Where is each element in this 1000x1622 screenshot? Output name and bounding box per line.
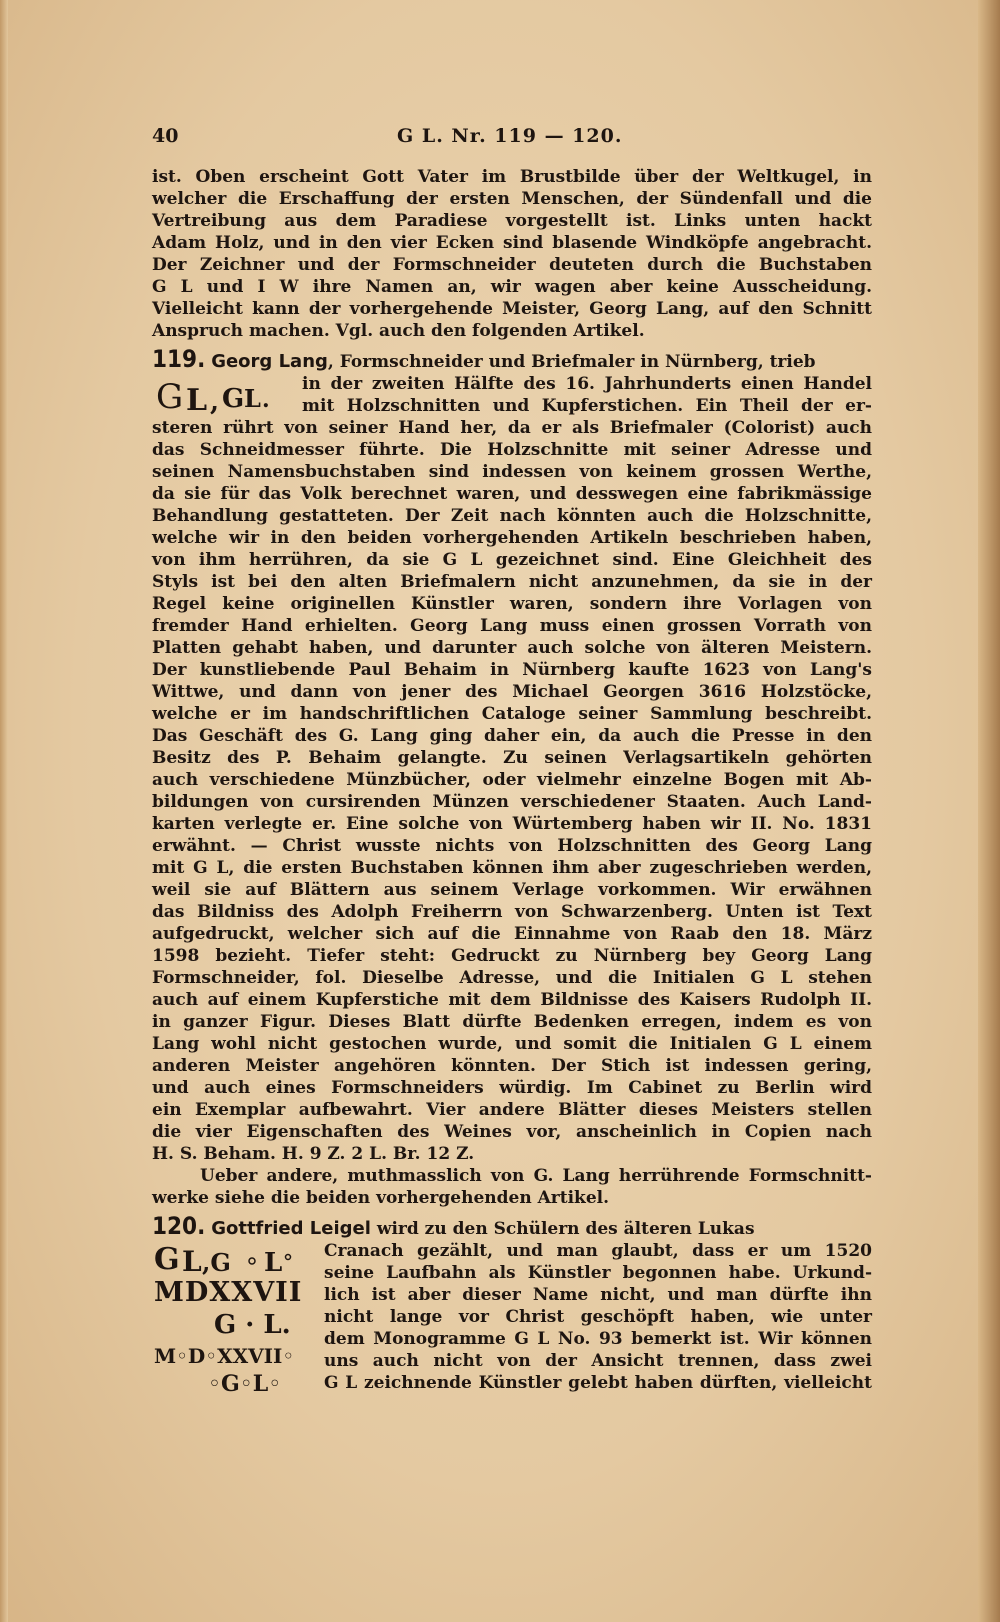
svg-text:G: G	[154, 1242, 180, 1277]
svg-text:,G: ,G	[202, 1248, 231, 1277]
text-line: G L zeichnende Künstler gelebt haben dürften, vielleicht	[324, 1373, 872, 1393]
entry-119-indented-lines	[302, 373, 872, 417]
svg-text:◦G◦L◦: ◦G◦L◦	[208, 1371, 282, 1397]
text-line: mit G L, die ersten Buchstaben können ihm aber zugeschrieben werden,	[152, 858, 872, 878]
page-edge-left	[0, 0, 8, 1622]
text-line: weil sie auf Blättern aus seinem Verlage vorkommen. Wir erwähnen	[152, 880, 872, 900]
entry-120-body	[324, 1240, 872, 1394]
entry-119-heading	[152, 345, 872, 373]
intro-paragraph	[152, 166, 872, 342]
entry-119	[152, 345, 872, 1209]
text-line: bildungen von cursirenden Münzen verschiedener Staaten. Auch Land-	[152, 792, 872, 812]
text-line: H. S. Beham. H. 9 Z. 2 L. Br. 12 Z.	[152, 1144, 475, 1164]
entry-number: 120.	[152, 1212, 206, 1240]
entry-119-closing	[152, 1165, 872, 1209]
running-header	[152, 125, 872, 155]
text-line: Vielleicht kann der vorhergehende Meister, Georg Lang, auf den Schnitt	[152, 299, 872, 319]
svg-text:G · L.: G · L.	[214, 1310, 291, 1340]
text-line: Ueber andere, muthmasslich von G. Lang herrührende Formschnitt-	[200, 1166, 872, 1186]
text-line: Platten gehabt haben, und darunter auch solche von älteren Meistern.	[152, 638, 872, 658]
text-line: Styls ist bei den alten Briefmalern nicht anzunehmen, da sie in der	[152, 572, 872, 592]
entry-heading-rest: , Formschneider und Briefmaler in Nürnberg, trieb	[327, 352, 816, 372]
text-line: steren rührt von seiner Hand her, da er als Briefmaler (Colorist) auch	[152, 418, 872, 438]
entry-number: 119.	[152, 345, 206, 373]
text-line: da sie für das Volk berechnet waren, und desswegen eine fabrikmässige	[152, 484, 872, 504]
text-line: fremder Hand erhielten. Georg Lang muss einen grossen Vorrath von	[152, 616, 872, 636]
text-line: Der Zeichner und der Formschneider deuteten durch die Buchstaben	[152, 255, 872, 275]
text-line: die vier Eigenschaften des Weines vor, anscheinlich in Copien nach	[152, 1122, 872, 1142]
text-line: von ihm herrühren, da sie G L gezeichnet sind. Eine Gleichheit des	[152, 550, 872, 570]
text-line: Anspruch machen. Vgl. auch den folgenden Artikel.	[152, 321, 645, 341]
text-line: Regel keine originellen Künstler waren, sondern ihre Vorlagen von	[152, 594, 872, 614]
running-head: G L. Nr. 119 — 120.	[397, 125, 623, 147]
text-line: werke siehe die beiden vorhergehenden Artikel.	[152, 1188, 610, 1208]
text-line: dem Monogramme G L No. 93 bemerkt ist. Wir können	[324, 1329, 872, 1349]
text-line: seine Laufbahn als Künstler begonnen habe. Urkund-	[324, 1263, 872, 1283]
text-line: Behandlung gestatteten. Der Zeit nach könnten auch die Holzschnitte,	[152, 506, 872, 526]
text-line: welche er im handschriftlichen Cataloge seiner Sammlung beschreibt.	[152, 704, 872, 724]
text-line: lich ist aber dieser Name nicht, und man dürfte ihn	[324, 1285, 872, 1305]
entry-name: Georg Lang	[211, 351, 328, 372]
text-line: karten verlegte er. Eine solche von Würtemberg haben wir II. No. 1831	[152, 814, 872, 834]
text-line: G L und I W ihre Namen an, wir wagen aber keine Ausscheidung.	[152, 277, 872, 297]
entry-name: Gottfried Leigel	[211, 1218, 371, 1239]
svg-text:,: ,	[210, 387, 220, 416]
text-line: ein Exemplar aufbewahrt. Vier andere Blätter dieses Meisters stellen	[152, 1100, 872, 1120]
text-line: uns auch nicht von der Ansicht trennen, dass zwei	[324, 1351, 872, 1371]
entry-120-heading	[152, 1212, 872, 1240]
text-line: das Bildniss des Adolph Freiherrn von Schwarzenberg. Unten ist Text	[152, 902, 872, 922]
text-line: nicht lange vor Christ geschöpft haben, wie unter	[324, 1307, 872, 1327]
page-number: 40	[152, 125, 179, 147]
text-line: Das Geschäft des G. Lang ging daher ein, da auch die Presse in den	[152, 726, 872, 746]
text-line: mit Holzschnitten und Kupferstichen. Ein Theil der er-	[302, 396, 872, 416]
svg-text:M◦D◦XXVII◦: M◦D◦XXVII◦	[154, 1344, 295, 1368]
svg-text:MDXXVII: MDXXVII	[154, 1277, 303, 1308]
svg-text:.: .	[262, 387, 270, 413]
page-edge-right	[978, 0, 1000, 1622]
text-line: Besitz des P. Behaim gelangte. Zu seinen Verlagsartikeln gehörten	[152, 748, 872, 768]
entry-heading-rest: wird zu den Schülern des älteren Lukas	[370, 1219, 755, 1239]
text-line: seinen Namensbuchstaben sind indessen von keinem grossen Werthe,	[152, 462, 872, 482]
monogram-gl-119	[152, 372, 300, 416]
text-line: aufgedruckt, welcher sich auf die Einnahme von Raab den 18. März	[152, 924, 872, 944]
text-line: Formschneider, fol. Dieselbe Adresse, und die Initialen G L stehen	[152, 968, 872, 988]
text-line: welche wir in den beiden vorhergehenden Artikeln beschrieben haben,	[152, 528, 872, 548]
text-line: erwähnt. — Christ wusste nichts von Holzschnitten des Georg Lang	[152, 836, 872, 856]
text-line: und auch eines Formschneiders würdig. Im Cabinet zu Berlin wird	[152, 1078, 872, 1098]
text-line: ist. Oben erscheint Gott Vater im Brustbilde über der Weltkugel, in	[152, 167, 872, 187]
svg-text:L: L	[182, 1245, 202, 1278]
svg-text:G: G	[222, 384, 245, 414]
svg-text:L: L	[244, 384, 261, 413]
text-line: Der kunstliebende Paul Behaim in Nürnberg kaufte 1623 von Lang's	[152, 660, 872, 680]
text-line: Cranach gezählt, und man glaubt, dass er um 1520	[324, 1241, 872, 1261]
text-line: welcher die Erschaffung der ersten Menschen, der Sündenfall und die	[152, 189, 872, 209]
text-line: das Schneidmesser führte. Die Holzschnitte mit seiner Adresse und	[152, 440, 872, 460]
entry-119-body	[152, 417, 872, 1165]
text-line: Vertreibung aus dem Paradiese vorgestellt ist. Links unten hackt	[152, 211, 872, 231]
text-column	[152, 166, 872, 1397]
text-line: Lang wohl nicht gestochen wurde, und somit die Initialen G L einem	[152, 1034, 872, 1054]
text-line: auch verschiedene Münzbücher, oder vielmehr einzelne Bogen mit Ab-	[152, 770, 872, 790]
text-line: auch auf einem Kupferstiche mit dem Bildnisse des Kaisers Rudolph II.	[152, 990, 872, 1010]
text-line: in der zweiten Hälfte des 16. Jahrhunderts einen Handel	[302, 374, 872, 394]
svg-text:L: L	[264, 1248, 283, 1278]
text-line: Wittwe, und dann von jener des Michael Georgen 3616 Holzstöcke,	[152, 682, 872, 702]
svg-text:L: L	[186, 383, 208, 416]
monogram-block-120	[152, 1239, 322, 1415]
text-line: anderen Meister angehören könnten. Der Stich ist indessen gering,	[152, 1056, 872, 1076]
text-line: 1598 bezieht. Tiefer steht: Gedruckt zu Nürnberg bey Georg Lang	[152, 946, 872, 966]
text-line: Adam Holz, und in den vier Ecken sind blasende Windköpfe angebracht.	[152, 233, 872, 253]
text-line: in ganzer Figur. Dieses Blatt dürfte Bedenken erregen, indem es von	[152, 1012, 872, 1032]
entry-120	[152, 1212, 872, 1397]
svg-text:G: G	[156, 377, 184, 416]
